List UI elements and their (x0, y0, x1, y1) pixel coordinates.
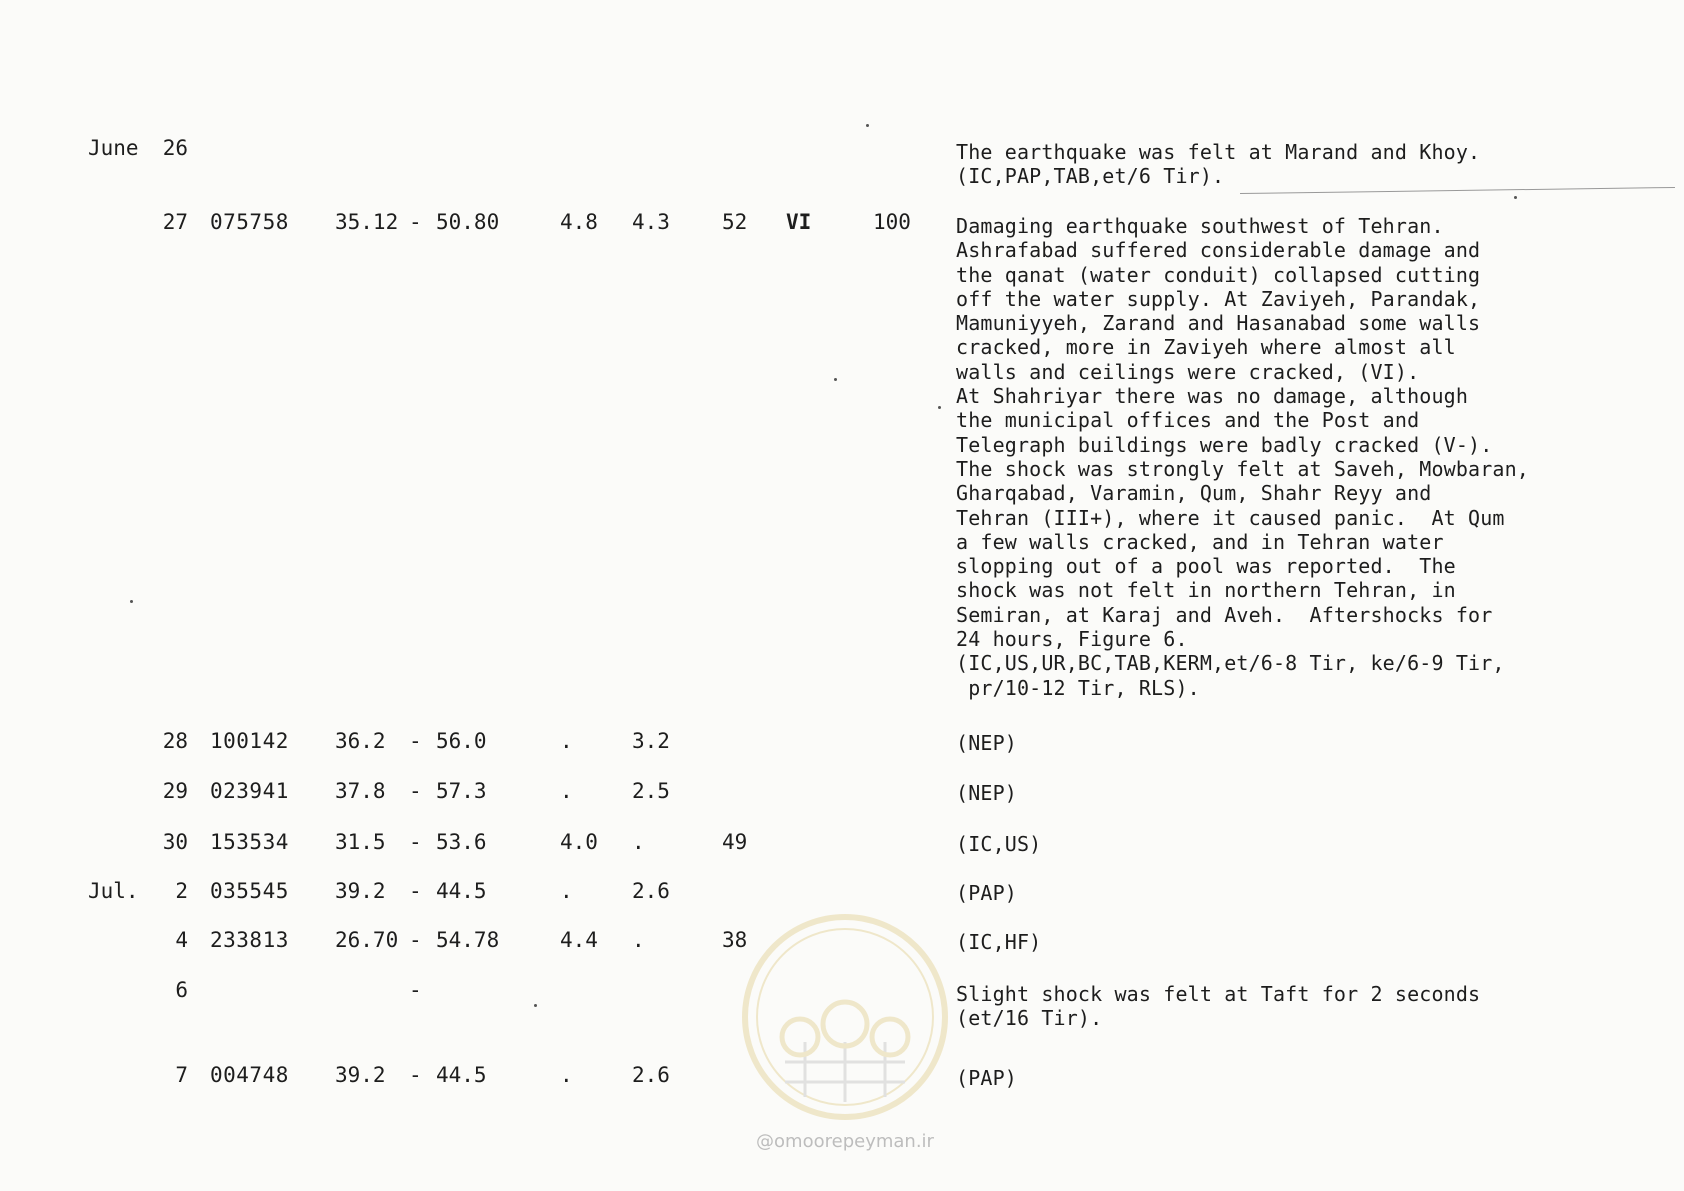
description-cell: The earthquake was felt at Marand and Khoy. (IC,PAP,TAB,et/6 Tir). (956, 140, 1481, 189)
lat-cell: 37.8 (335, 779, 386, 803)
dash-cell: - (409, 830, 422, 854)
day-cell: 26 (162, 136, 188, 160)
dash-cell: - (409, 928, 422, 952)
description-cell: Damaging earthquake southwest of Tehran. Ashrafabad suffered considerable damage and the qanat (water conduit) collapsed cutting off the water supply. At Zaviyeh, Parandak, Mamuniyyeh, Zarand and Hasanabad some walls cracked, more in Zaviyeh where almost all walls and ceilings were cracked, (VI). At Shahriyar there was no damage, although the municipal offices and the Post and Telegraph buildings were badly cracked (V-). The shock was strongly felt at Saveh, Mowbaran, Gharqabad, Varamin, Qum, Shahr Reyy and Tehran (III+), where it caused panic. At Qum a few walls cracked, and in Tehran water slopping out of a pool was reported. The shock was not felt in northern Tehran, in Semiran, at Karaj and Aveh. Aftershocks for 24 hours, Figure 6. (IC,US,UR,BC,TAB,KERM,et/6-8 Tir, ke/6-9 Tir, pr/10-12 Tir, RLS). (956, 214, 1529, 700)
time-cell: 004748 (210, 1063, 289, 1087)
day-cell: 28 (162, 729, 188, 753)
omoorepeyman-seal-icon (740, 912, 950, 1122)
description-cell: Slight shock was felt at Taft for 2 seconds (et/16 Tir). (956, 982, 1481, 1031)
time-cell: 075758 (210, 210, 289, 234)
lat-cell: 35.12 (335, 210, 399, 234)
watermark-site-label: @omoorepeyman.ir (756, 1131, 934, 1152)
description-cell: (IC,HF) (956, 930, 1042, 954)
time-cell: 153534 (210, 830, 289, 854)
ms-cell: 3.2 (632, 729, 670, 753)
scan-speck (834, 378, 837, 381)
dash-cell: - (409, 729, 422, 753)
n-cell: 100 (873, 210, 911, 234)
day-cell: 7 (175, 1063, 188, 1087)
intensity-cell: VI (786, 210, 812, 234)
time-cell: 233813 (210, 928, 289, 952)
lat-cell: 36.2 (335, 729, 386, 753)
ms-cell: 2.6 (632, 879, 670, 903)
description-cell: (PAP) (956, 1066, 1017, 1090)
ms-cell: 2.6 (632, 1063, 670, 1087)
depth-cell: 38 (722, 928, 748, 952)
lon-cell: 53.6 (436, 830, 487, 854)
day-cell: 6 (175, 978, 188, 1002)
mb-cell: . (560, 729, 573, 753)
day-cell: 2 (175, 879, 188, 903)
ms-cell: . (632, 830, 645, 854)
time-cell: 023941 (210, 779, 289, 803)
mb-cell: 4.8 (560, 210, 598, 234)
mb-cell: . (560, 1063, 573, 1087)
dash-cell: - (409, 210, 422, 234)
day-cell: 27 (162, 210, 188, 234)
day-cell: 4 (175, 928, 188, 952)
description-cell: (NEP) (956, 781, 1017, 805)
dash-cell: - (409, 779, 422, 803)
time-cell: 035545 (210, 879, 289, 903)
description-cell: (IC,US) (956, 832, 1042, 856)
mb-cell: 4.0 (560, 830, 598, 854)
dash-cell: - (409, 1063, 422, 1087)
ms-cell: 4.3 (632, 210, 670, 234)
lon-cell: 57.3 (436, 779, 487, 803)
description-cell: (PAP) (956, 881, 1017, 905)
ms-cell: 2.5 (632, 779, 670, 803)
month-cell: Jul. (88, 879, 139, 903)
lat-cell: 39.2 (335, 879, 386, 903)
mb-cell: . (560, 779, 573, 803)
scan-speck (866, 124, 869, 127)
lon-cell: 54.78 (436, 928, 500, 952)
description-cell: (NEP) (956, 731, 1017, 755)
dash-cell: - (409, 879, 422, 903)
scan-speck (1514, 196, 1517, 199)
dash-cell: - (409, 978, 422, 1002)
scan-speck (938, 406, 941, 409)
lon-cell: 56.0 (436, 729, 487, 753)
lon-cell: 44.5 (436, 879, 487, 903)
mb-cell: . (560, 879, 573, 903)
scan-speck (534, 1004, 537, 1007)
depth-cell: 52 (722, 210, 748, 234)
lon-cell: 44.5 (436, 1063, 487, 1087)
month-cell: June (88, 136, 139, 160)
depth-cell: 49 (722, 830, 748, 854)
lon-cell: 50.80 (436, 210, 500, 234)
day-cell: 30 (162, 830, 188, 854)
lat-cell: 26.70 (335, 928, 399, 952)
lat-cell: 31.5 (335, 830, 386, 854)
day-cell: 29 (162, 779, 188, 803)
time-cell: 100142 (210, 729, 289, 753)
mb-cell: 4.4 (560, 928, 598, 952)
ms-cell: . (632, 928, 645, 952)
lat-cell: 39.2 (335, 1063, 386, 1087)
scan-speck (130, 600, 133, 603)
